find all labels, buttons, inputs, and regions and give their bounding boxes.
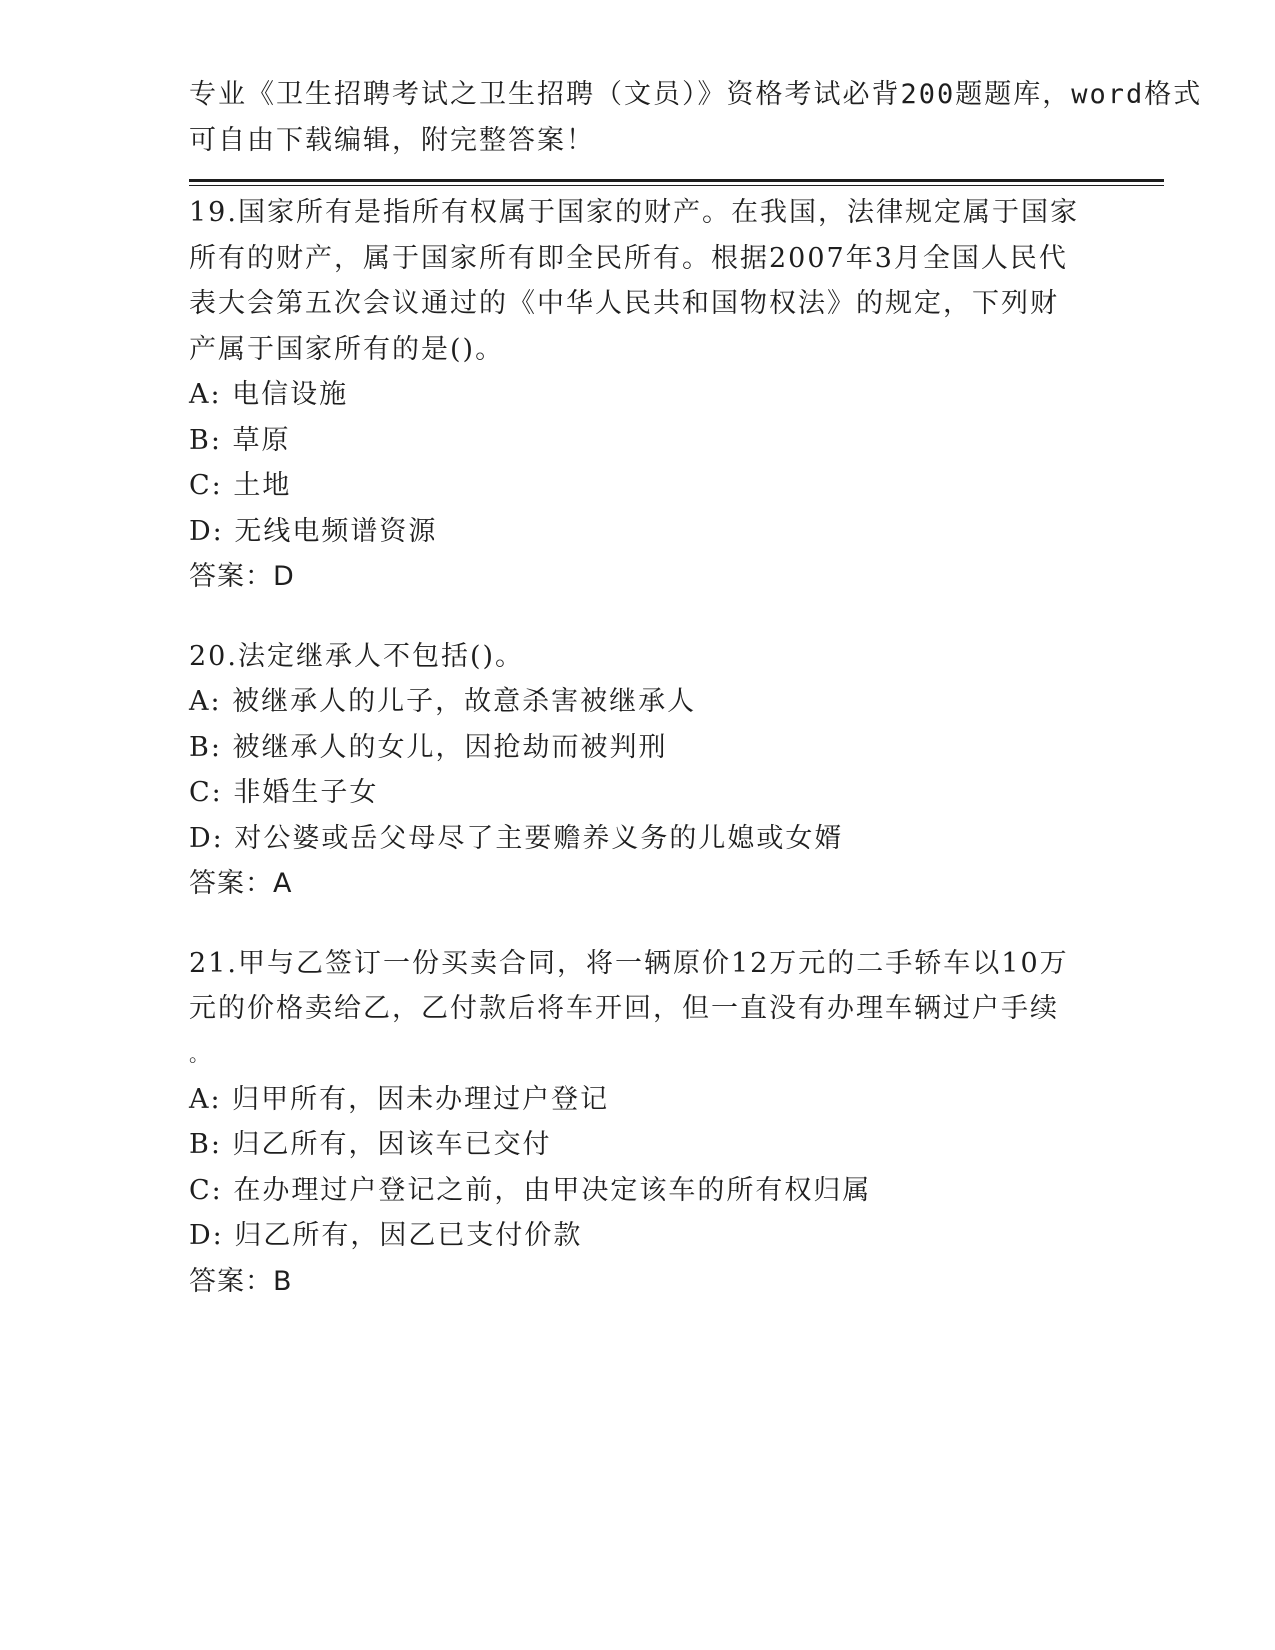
option-d: D: 对公婆或岳父母尽了主要赡养义务的儿媳或女婿 — [189, 822, 844, 854]
header-line-1: 专业《卫生招聘考试之卫生招聘（文员）》资格考试必背200题题库，word格式 — [189, 79, 1203, 110]
question-stem-line: 元的价格卖给乙，乙付款后将车开回，但一直没有办理车辆过户手续 — [189, 993, 1059, 1024]
answer-label: 答案：D — [189, 561, 295, 592]
question-stem-line: 所有的财产，属于国家所有即全民所有。根据2007年3月全国人民代 — [189, 242, 1068, 274]
question-stem-line: 21.甲与乙签订一份买卖合同，将一辆原价12万元的二手轿车以10万 — [189, 947, 1069, 979]
option-b: B: 草原 — [189, 424, 291, 456]
option-a: A: 被继承人的儿子，故意杀害被继承人 — [189, 686, 697, 717]
header-line-2: 可自由下载编辑，附完整答案！ — [189, 124, 595, 156]
option-b: B: 归乙所有，因该车已交付 — [189, 1129, 552, 1160]
question-stem-line: 。 — [189, 1041, 211, 1066]
option-a: A: 电信设施 — [189, 379, 349, 410]
question-19 — [189, 190, 1089, 600]
header-divider-thin — [189, 185, 1164, 186]
option-d: D: 归乙所有，因乙已支付价款 — [189, 1220, 583, 1251]
question-list — [189, 190, 1089, 1338]
question-stem-line: 20.法定继承人不包括()。 — [189, 640, 525, 672]
header-divider-thick — [189, 179, 1164, 182]
question-20 — [189, 634, 1089, 907]
option-a: A: 归甲所有，因未办理过户登记 — [189, 1083, 610, 1115]
answer-label: 答案：B — [189, 1265, 293, 1297]
option-b: B: 被继承人的女儿，因抢劫而被判刑 — [189, 731, 668, 763]
answer-label: 答案：A — [189, 868, 293, 899]
option-c: C: 非婚生子女 — [189, 777, 379, 808]
question-stem-line: 表大会第五次会议通过的《中华人民共和国物权法》的规定，下列财 — [189, 288, 1059, 319]
option-c: C: 土地 — [189, 470, 292, 501]
question-stem-line: 产属于国家所有的是()。 — [189, 333, 505, 365]
question-stem-line: 19.国家所有是指所有权属于国家的财产。在我国，法律规定属于国家 — [189, 197, 1079, 228]
question-21 — [189, 941, 1089, 1305]
option-d: D: 无线电频谱资源 — [189, 515, 438, 547]
option-c: C: 在办理过户登记之前，由甲决定该车的所有权归属 — [189, 1174, 872, 1206]
document-header — [189, 72, 1203, 163]
